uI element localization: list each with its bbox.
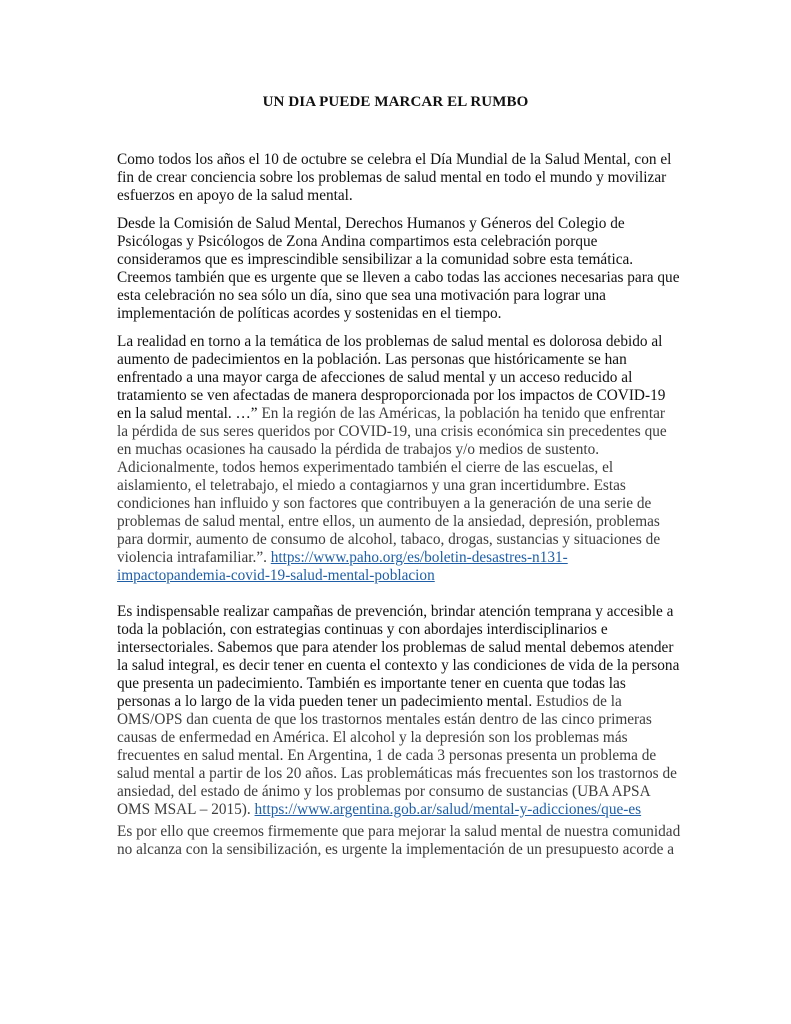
- paragraph-line: Psicólogas y Psicólogos de Zona Andina compartimos esta celebración porque: [117, 233, 598, 250]
- paragraph-line: [117, 549, 568, 567]
- paragraph-line: enfrentado a una mayor carga de afecciones de salud mental y un acceso reducido al: [117, 369, 633, 386]
- paragraph-line: [117, 693, 622, 711]
- paragraph-line: consideramos que es imprescindible sensibilizar a la comunidad sobre esta temática.: [117, 251, 634, 268]
- gray-line: no alcanza con la sensibilización, es urgente la implementación de un presupuesto acorde a: [117, 841, 674, 858]
- paragraph-segment: en la salud mental. …”: [117, 405, 262, 422]
- gray-line: ansiedad, del estado de ánimo y los problemas por consumo de sustancias (UBA APSA: [117, 783, 651, 800]
- paragraph-line: aumento de padecimientos en la población. Las personas que históricamente se han: [117, 351, 627, 368]
- paragraph-line: [117, 801, 641, 819]
- paragraph-line: tratamiento se ven afectadas de manera desproporcionada por los impactos de COVID-19: [117, 387, 666, 404]
- paragraph-line: Como todos los años el 10 de octubre se celebra el Día Mundial de la Salud Mental, con el: [117, 151, 672, 168]
- paragraph-segment: personas a lo largo de la vida pueden tener un padecimiento mental.: [117, 693, 536, 710]
- document-title: UN DIA PUEDE MARCAR EL RUMBO: [262, 94, 529, 110]
- gray-segment: OMS MSAL – 2015).: [117, 801, 255, 818]
- paragraph-line: [117, 405, 665, 423]
- paragraph-line: que presenta un padecimiento. También es importante tener en cuenta que todas las: [117, 675, 626, 692]
- gray-line: salud mental a partir de los 20 años. Las problemáticas más frecuentes son los trastornos de: [117, 765, 677, 782]
- paragraph-line: esta celebración no sea sólo un día, sino que sea una motivación para lograr una: [117, 287, 606, 304]
- paragraph-line: La realidad en torno a la temática de los problemas de salud mental es dolorosa debido al: [117, 333, 663, 350]
- quote-line: en muchas ocasiones ha causado la pérdida de trabajos y/o medios de sustento.: [117, 441, 600, 458]
- quote-line: aislamiento, el teletrabajo, el miedo a contagiarnos y una gran incertidumbre. Estas: [117, 477, 626, 494]
- paragraph-line: Creemos también que es urgente que se lleven a cabo todas las acciones necesarias para que: [117, 269, 680, 286]
- argentina-link[interactable]: https://www.argentina.gob.ar/salud/mental-y-adicciones/que-es: [254, 801, 642, 818]
- quote-line: para dormir, aumento de consumo de alcohol, tabaco, drogas, sustancias y situaciones de: [117, 531, 661, 548]
- quote-line: la pérdida de sus seres queridos por COVID-19, una crisis económica sin precedentes que: [117, 423, 667, 440]
- paragraph-line: implementación de políticas acordes y sostenidas en el tiempo.: [117, 305, 502, 322]
- paragraph-line: esfuerzos en apoyo de la salud mental.: [117, 187, 353, 204]
- paragraph-line: [117, 567, 435, 585]
- gray-line: OMS/OPS dan cuenta de que los trastornos mentales están dentro de las cinco primeras: [117, 711, 652, 728]
- paragraph-line: toda la población, con estrategias continuas y con abordajes interdisciplinarios e: [117, 621, 608, 638]
- quote-segment: violencia intrafamiliar.”.: [117, 549, 271, 566]
- quote-line: condiciones han influido y son factores que contribuyen a la generación de una serie de: [117, 495, 652, 512]
- paragraph-line: fin de crear conciencia sobre los problemas de salud mental en todo el mundo y movilizar: [117, 169, 667, 186]
- paragraph-line: intersectoriales. Sabemos que para atender los problemas de salud mental debemos atender: [117, 639, 674, 656]
- gray-line: Es por ello que creemos firmemente que para mejorar la salud mental de nuestra comunidad: [117, 823, 681, 840]
- gray-line: causas de enfermedad en América. El alcohol y la depresión son los problemas más: [117, 729, 628, 746]
- paragraph-line: la salud integral, es decir tener en cuenta el contexto y las condiciones de vida de la persona: [117, 657, 680, 674]
- paragraph-line: Es indispensable realizar campañas de prevención, brindar atención temprana y accesible a: [117, 603, 674, 620]
- quote-segment: En la región de las Américas, la población ha tenido que enfrentar: [261, 405, 665, 422]
- paho-link[interactable]: https://www.paho.org/es/boletin-desastres-n131-: [270, 549, 568, 566]
- paragraph-line: Desde la Comisión de Salud Mental, Derechos Humanos y Géneros del Colegio de: [117, 215, 625, 232]
- quote-line: Adicionalmente, todos hemos experimentado también el cierre de las escuelas, el: [117, 459, 614, 476]
- quote-line: problemas de salud mental, entre ellos, un aumento de la ansiedad, depresión, problemas: [117, 513, 660, 530]
- gray-line: frecuentes en salud mental. En Argentina, 1 de cada 3 personas presenta un problema de: [117, 747, 657, 764]
- paho-link-continued[interactable]: impactopandemia-covid-19-salud-mental-poblacion: [117, 567, 435, 584]
- gray-segment: Estudios de la: [535, 693, 622, 710]
